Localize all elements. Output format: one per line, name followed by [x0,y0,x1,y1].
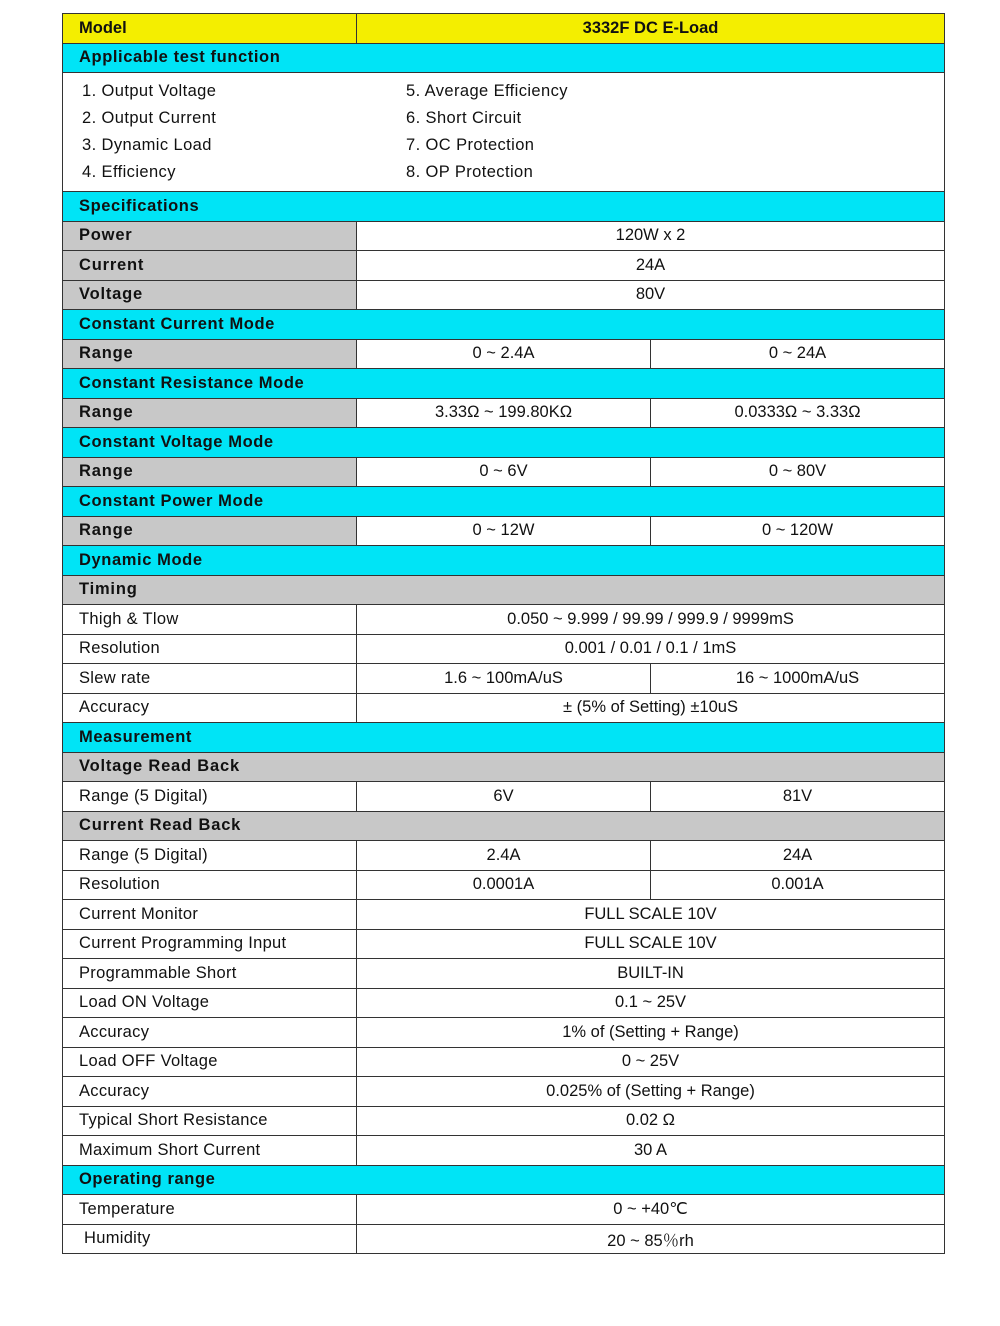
row-label: Load ON Voltage [63,988,357,1018]
row-value-low: 0.0001A [357,870,651,900]
row-value: BUILT-IN [357,959,945,989]
subsection-current-read-back [63,811,945,841]
row-value: 120W x 2 [357,221,945,251]
row-label: Power [63,221,357,251]
spec-row [63,1106,945,1136]
row-value-low: 1.6 ~ 100mA/uS [357,664,651,694]
function-item: 7. OC Protection [406,136,535,154]
section-title: Measurement [63,723,945,753]
row-value: 0 ~ +40℃ [357,1195,945,1225]
spec-row [63,782,945,812]
section-dynamic-mode [63,546,945,576]
row-value: 20 ~ 85％rh [357,1224,945,1254]
row-label: Slew rate [63,664,357,694]
function-item: 2. Output Current [82,109,217,127]
subsection-title: Current Read Back [63,811,945,841]
spec-row [63,251,945,281]
row-label: Range (5 Digital) [63,841,357,871]
row-label: Range [63,398,357,428]
row-value-low: 3.33Ω ~ 199.80KΩ [357,398,651,428]
row-value-low: 0 ~ 6V [357,457,651,487]
spec-row [63,870,945,900]
function-item: 3. Dynamic Load [82,136,212,154]
spec-row [63,1047,945,1077]
row-value: 1% of (Setting + Range) [357,1018,945,1048]
row-value: 0.025% of (Setting + Range) [357,1077,945,1107]
spec-row [63,398,945,428]
row-value-high: 0 ~ 24A [651,339,945,369]
spec-row [63,339,945,369]
function-item: 4. Efficiency [82,163,176,181]
row-value: 0.02 Ω [357,1106,945,1136]
spec-row [63,605,945,635]
section-measurement [63,723,945,753]
spec-row [63,516,945,546]
functions-list-left [82,78,406,186]
row-label: Accuracy [63,1077,357,1107]
spec-row [63,634,945,664]
spec-row [63,664,945,694]
section-cp-mode [63,487,945,517]
section-title: Operating range [63,1165,945,1195]
row-value-low: 0 ~ 12W [357,516,651,546]
spec-row [63,929,945,959]
row-label: Maximum Short Current [63,1136,357,1166]
row-label: Typical Short Resistance [63,1106,357,1136]
spec-row [63,1077,945,1107]
row-label: Load OFF Voltage [63,1047,357,1077]
spec-row [63,841,945,871]
spec-row [63,693,945,723]
spec-row [63,1136,945,1166]
row-value: 24A [357,251,945,281]
section-cv-mode [63,428,945,458]
row-value-low: 2.4A [357,841,651,871]
spec-row [63,280,945,310]
subsection-timing [63,575,945,605]
section-title: Constant Resistance Mode [63,369,945,399]
subsection-title: Timing [63,575,945,605]
row-value: 0 ~ 25V [357,1047,945,1077]
row-value: 0.1 ~ 25V [357,988,945,1018]
row-value: 0.050 ~ 9.999 / 99.99 / 999.9 / 9999mS [357,605,945,635]
row-label: Range (5 Digital) [63,782,357,812]
row-value: 80V [357,280,945,310]
row-value-low: 6V [357,782,651,812]
section-cc-mode [63,310,945,340]
function-item: 8. OP Protection [406,163,534,181]
row-value-high: 16 ~ 1000mA/uS [651,664,945,694]
row-label: Voltage [63,280,357,310]
row-value: 30 A [357,1136,945,1166]
spec-row [63,457,945,487]
spec-row [63,959,945,989]
row-label: Current Programming Input [63,929,357,959]
spec-table [62,13,945,1254]
spec-row [63,1195,945,1225]
row-label: Thigh & Tlow [63,605,357,635]
row-value-low: 0 ~ 2.4A [357,339,651,369]
row-label: Resolution [63,634,357,664]
row-value: ± (5% of Setting) ±10uS [357,693,945,723]
function-item: 5. Average Efficiency [406,82,568,100]
row-value-high: 0.0333Ω ~ 3.33Ω [651,398,945,428]
model-value: 3332F DC E-Load [357,14,945,44]
spec-row [63,988,945,1018]
row-label: Programmable Short [63,959,357,989]
row-label: Current Monitor [63,900,357,930]
row-value: FULL SCALE 10V [357,929,945,959]
section-applicable [63,43,945,73]
row-value-high: 0 ~ 80V [651,457,945,487]
row-label: Accuracy [63,693,357,723]
section-title: Applicable test function [63,43,945,73]
row-label: Resolution [63,870,357,900]
row-value: FULL SCALE 10V [357,900,945,930]
section-cr-mode [63,369,945,399]
model-label: Model [63,14,357,44]
section-title: Constant Current Mode [63,310,945,340]
row-label: Temperature [63,1195,357,1225]
subsection-voltage-read-back [63,752,945,782]
row-label: Current [63,251,357,281]
model-row [63,14,945,44]
row-label: Accuracy [63,1018,357,1048]
section-title: Constant Voltage Mode [63,428,945,458]
section-operating-range [63,1165,945,1195]
row-label: Range [63,516,357,546]
spec-row [63,1224,945,1254]
row-value-high: 81V [651,782,945,812]
spec-row [63,221,945,251]
row-value-high: 0.001A [651,870,945,900]
functions-list-right [406,78,568,186]
functions-row [63,73,945,192]
subsection-title: Voltage Read Back [63,752,945,782]
row-value: 0.001 / 0.01 / 0.1 / 1mS [357,634,945,664]
section-title: Constant Power Mode [63,487,945,517]
row-label: Humidity [63,1224,357,1254]
row-value-high: 24A [651,841,945,871]
function-item: 1. Output Voltage [82,82,217,100]
section-specifications [63,192,945,222]
spec-row [63,900,945,930]
section-title: Dynamic Mode [63,546,945,576]
row-value-high: 0 ~ 120W [651,516,945,546]
row-label: Range [63,457,357,487]
function-item: 6. Short Circuit [406,109,522,127]
section-title: Specifications [63,192,945,222]
spec-row [63,1018,945,1048]
row-label: Range [63,339,357,369]
